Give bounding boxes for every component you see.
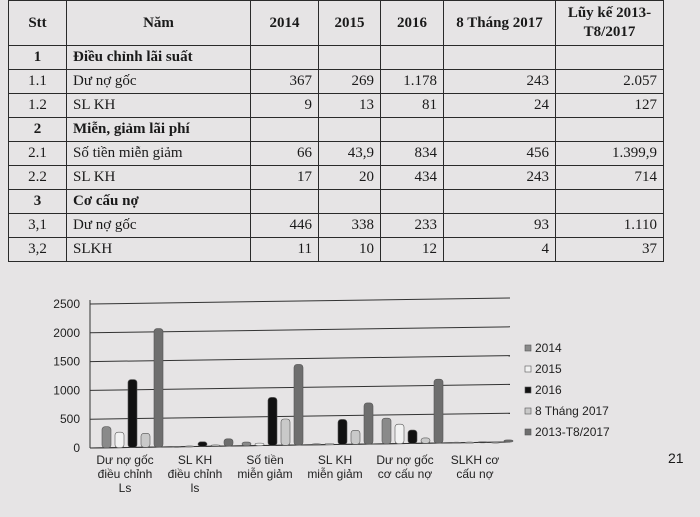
x-tick-label: SL KH [177, 453, 213, 467]
stt-cell: 1 [9, 46, 67, 70]
name-cell: Dư nợ gốc [67, 70, 251, 94]
value-cell: 1.178 [381, 70, 444, 94]
data-table [8, 0, 664, 262]
table-row [9, 238, 664, 262]
value-cell: 834 [381, 142, 444, 166]
table-row [9, 142, 664, 166]
bar [504, 440, 513, 442]
header-cell: 2015 [319, 1, 381, 46]
value-cell: 11 [251, 238, 319, 262]
bar [242, 442, 251, 446]
bar-chart-svg [10, 290, 650, 500]
y-tick-label: 1000 [53, 383, 80, 398]
value-cell [381, 118, 444, 142]
value-cell: 10 [319, 238, 381, 262]
stt-cell: 2.1 [9, 142, 67, 166]
bar [491, 442, 500, 443]
value-cell [556, 118, 664, 142]
y-tick-label: 500 [59, 412, 80, 427]
stt-cell: 2 [9, 118, 67, 142]
bar [255, 443, 264, 446]
value-cell [444, 190, 556, 214]
table-row [9, 94, 664, 118]
bar [268, 397, 277, 445]
bar [281, 419, 290, 445]
legend-swatch [525, 408, 531, 414]
legend-label: 2016 [535, 383, 562, 397]
value-cell [444, 46, 556, 70]
value-cell [556, 46, 664, 70]
name-cell: Cơ cấu nợ [67, 190, 251, 214]
x-tick-label: Dư nợ gốc [96, 453, 154, 467]
gridline [90, 327, 510, 333]
x-tick-label: cơ cấu nợ [377, 467, 433, 481]
bar [478, 442, 487, 443]
legend-swatch [525, 387, 531, 393]
x-tick-label: miễn giảm [237, 467, 293, 481]
bar [312, 444, 321, 445]
value-cell: 20 [319, 166, 381, 190]
bar [364, 403, 373, 444]
header-cell: 2014 [251, 1, 319, 46]
bar [185, 446, 194, 447]
value-cell: 269 [319, 70, 381, 94]
stt-cell: 1.1 [9, 70, 67, 94]
name-cell: Số tiền miễn giảm [67, 142, 251, 166]
table-row [9, 190, 664, 214]
value-cell: 233 [381, 214, 444, 238]
value-cell: 37 [556, 238, 664, 262]
name-cell: Điều chỉnh lãi suất [67, 46, 251, 70]
name-cell: Miễn, giảm lãi phí [67, 118, 251, 142]
value-cell: 1.399,9 [556, 142, 664, 166]
stt-cell: 3 [9, 190, 67, 214]
x-tick-label: SL KH [317, 453, 353, 467]
value-cell [251, 190, 319, 214]
value-cell: 2.057 [556, 70, 664, 94]
value-cell: 1.110 [556, 214, 664, 238]
bar [211, 445, 220, 446]
value-cell [319, 190, 381, 214]
legend-swatch [525, 366, 531, 372]
y-tick-label: 1500 [53, 354, 80, 369]
legend-swatch [525, 429, 531, 435]
value-cell: 127 [556, 94, 664, 118]
table-header-row [9, 1, 664, 46]
gridline [90, 298, 510, 304]
bar [434, 379, 443, 443]
table-row [9, 214, 664, 238]
value-cell [556, 190, 664, 214]
bar [172, 446, 181, 447]
y-tick-label: 2000 [53, 325, 80, 340]
value-cell: 93 [444, 214, 556, 238]
value-cell: 66 [251, 142, 319, 166]
bar [224, 439, 233, 446]
bar [408, 430, 417, 443]
x-tick-label: Số tiền [246, 453, 284, 467]
value-cell: 714 [556, 166, 664, 190]
value-cell [319, 118, 381, 142]
value-cell: 456 [444, 142, 556, 166]
y-tick-label: 2500 [53, 297, 80, 311]
header-cell: 2016 [381, 1, 444, 46]
bar [325, 443, 334, 444]
bar [351, 430, 360, 444]
bar [154, 329, 163, 447]
header-cell: 8 Tháng 2017 [444, 1, 556, 46]
x-tick-label: SLKH cơ [450, 453, 500, 467]
bar [452, 442, 461, 443]
value-cell [381, 190, 444, 214]
name-cell: Dư nợ gốc [67, 214, 251, 238]
value-cell: 9 [251, 94, 319, 118]
x-tick-label: cấu nợ [456, 467, 494, 481]
value-cell [251, 46, 319, 70]
value-cell [444, 118, 556, 142]
x-tick-label: miễn giảm [307, 467, 363, 481]
bar [128, 380, 137, 448]
x-tick-label: điều chỉnh [167, 467, 223, 481]
legend-label: 2014 [535, 341, 562, 355]
value-cell: 367 [251, 70, 319, 94]
legend-label: 8 Tháng 2017 [535, 404, 609, 418]
value-cell: 17 [251, 166, 319, 190]
value-cell [381, 46, 444, 70]
table-body [9, 46, 664, 262]
value-cell: 338 [319, 214, 381, 238]
legend-label: 2015 [535, 362, 562, 376]
value-cell: 24 [444, 94, 556, 118]
name-cell: SL KH [67, 94, 251, 118]
bar [395, 424, 404, 443]
bar [198, 442, 207, 447]
bar [115, 432, 124, 447]
x-tick-label: điều chỉnh [97, 467, 153, 481]
table-row [9, 46, 664, 70]
legend-label: 2013-T8/2017 [535, 425, 610, 439]
bar [102, 427, 111, 448]
bar [294, 364, 303, 445]
table-row [9, 118, 664, 142]
stt-cell: 1.2 [9, 94, 67, 118]
bar [338, 419, 347, 444]
x-tick-label: ls [190, 481, 200, 495]
page-number: 21 [668, 450, 684, 466]
table-row [9, 166, 664, 190]
value-cell: 434 [381, 166, 444, 190]
value-cell: 243 [444, 70, 556, 94]
name-cell: SLKH [67, 238, 251, 262]
bar-chart [10, 290, 650, 500]
bar [382, 418, 391, 444]
header-cell: Stt [9, 1, 67, 46]
value-cell: 12 [381, 238, 444, 262]
gridline [90, 356, 510, 362]
data-table-container [8, 0, 663, 262]
table-row [9, 70, 664, 94]
value-cell: 446 [251, 214, 319, 238]
stt-cell: 3,1 [9, 214, 67, 238]
x-tick-label: Dư nợ gốc [376, 453, 434, 467]
value-cell: 4 [444, 238, 556, 262]
value-cell [319, 46, 381, 70]
bar [465, 442, 474, 443]
bar [421, 438, 430, 443]
value-cell: 43,9 [319, 142, 381, 166]
name-cell: SL KH [67, 166, 251, 190]
stt-cell: 2.2 [9, 166, 67, 190]
header-cell: Lũy kế 2013-T8/2017 [556, 1, 664, 46]
legend-swatch [525, 345, 531, 351]
x-tick-label: Ls [118, 481, 132, 495]
bar [141, 433, 150, 447]
stt-cell: 3,2 [9, 238, 67, 262]
value-cell: 81 [381, 94, 444, 118]
header-cell: Năm [67, 1, 251, 46]
y-tick-label: 0 [73, 441, 80, 455]
value-cell: 243 [444, 166, 556, 190]
value-cell: 13 [319, 94, 381, 118]
value-cell [251, 118, 319, 142]
